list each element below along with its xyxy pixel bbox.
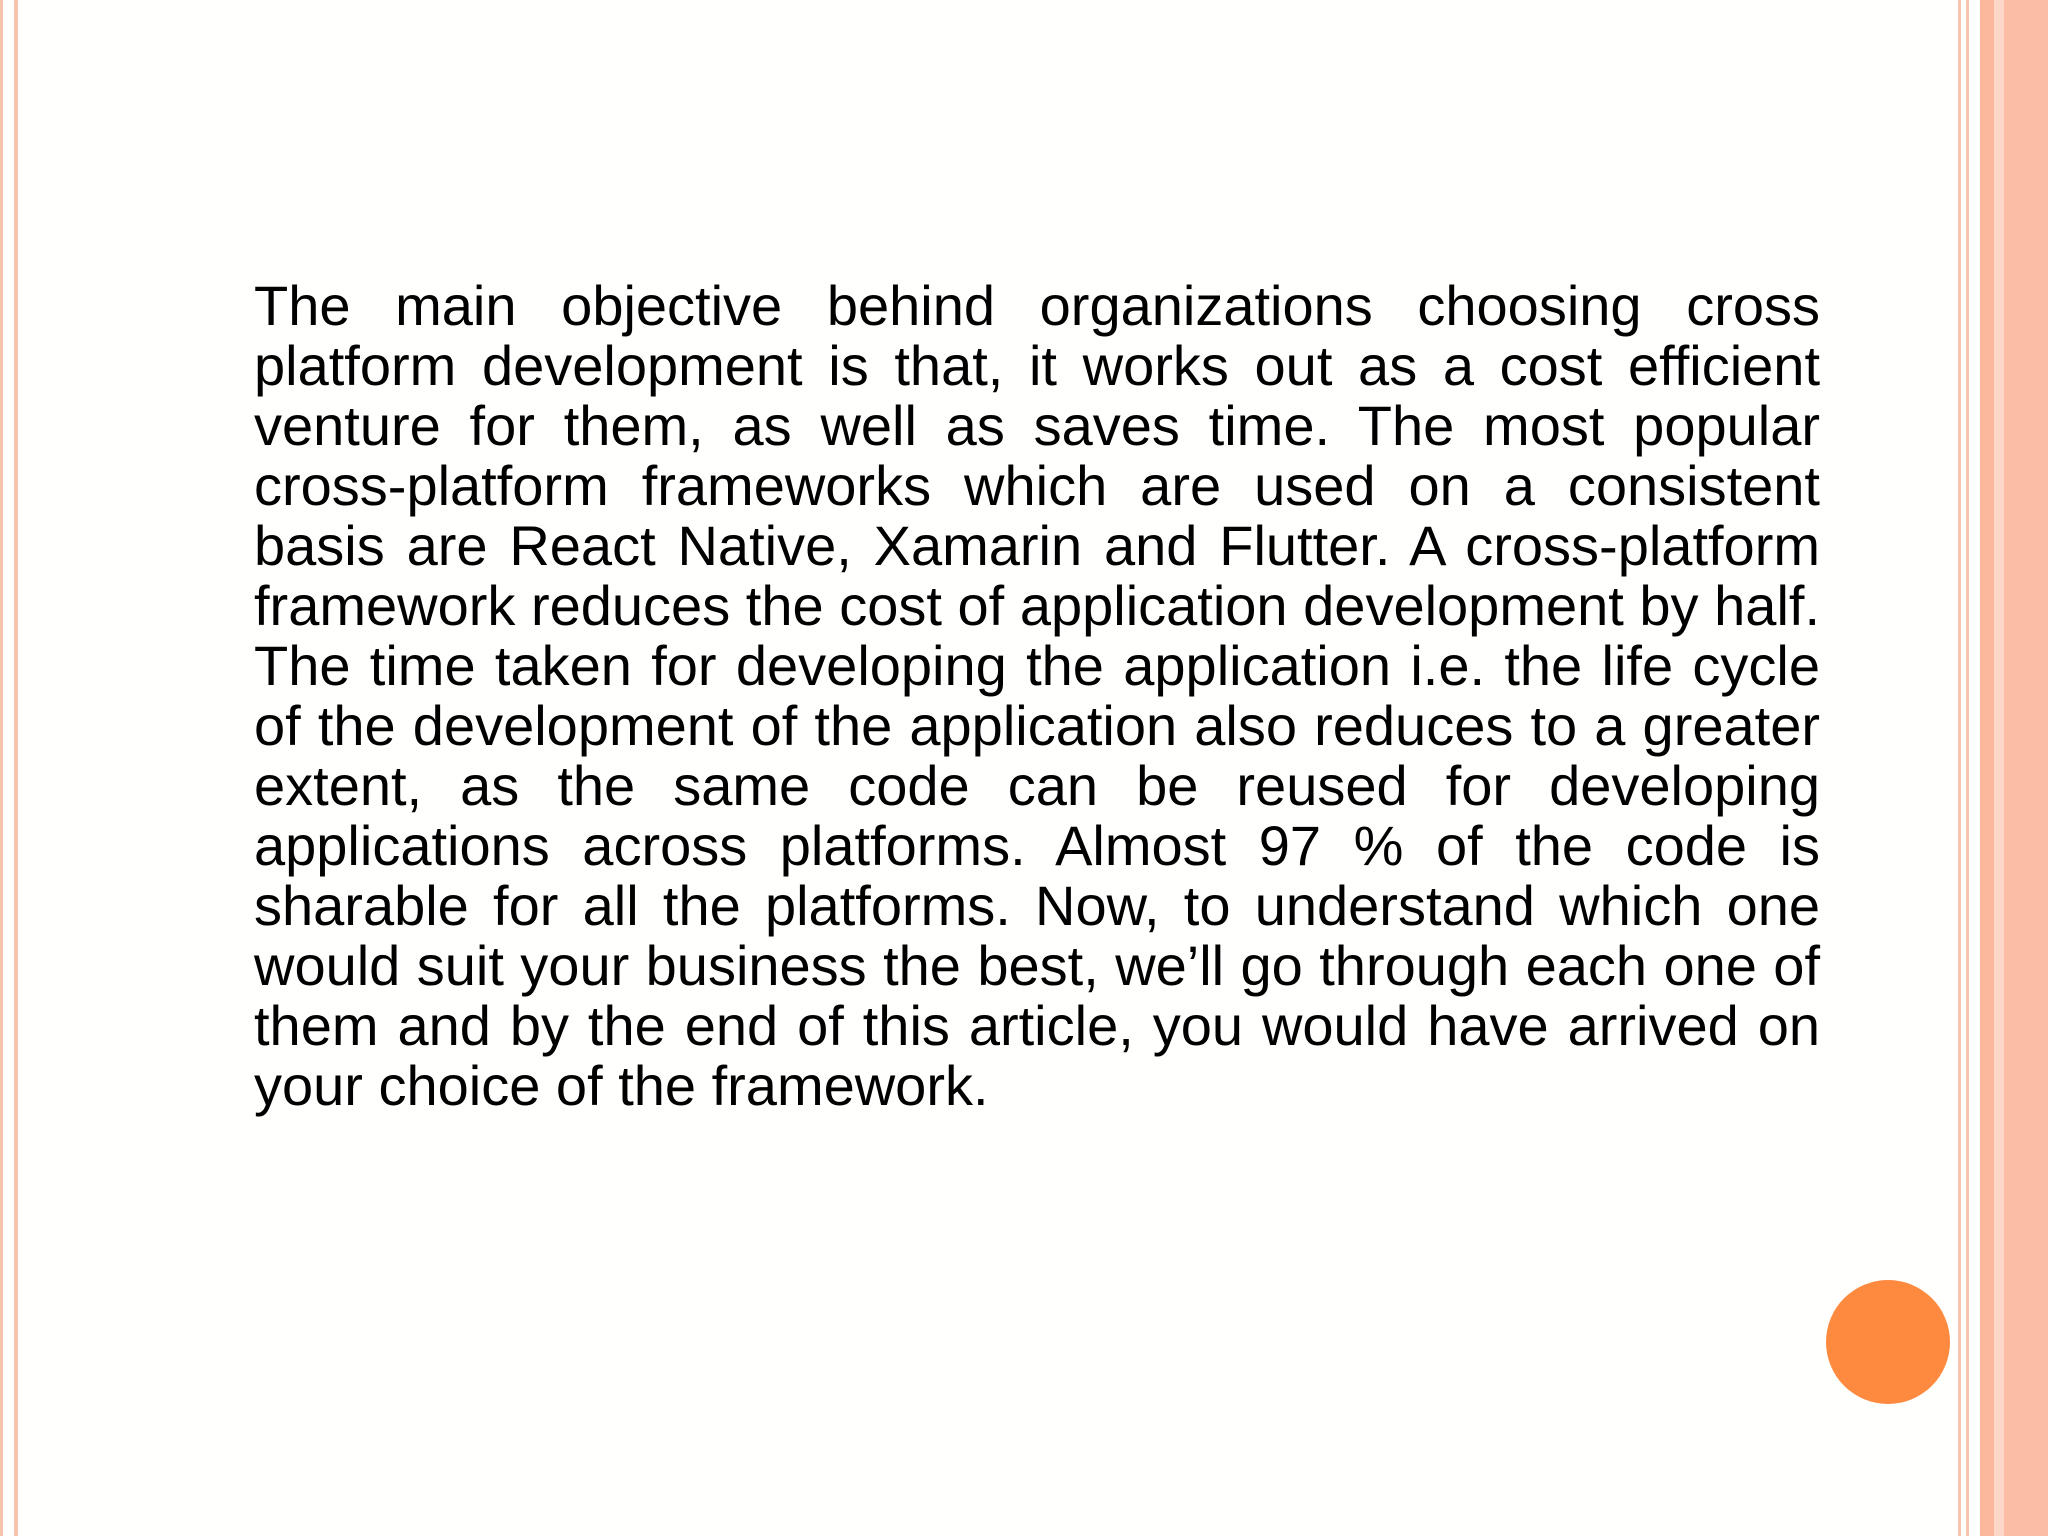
- left-border-line-inner: [14, 0, 18, 1536]
- right-border-band-3: [2004, 0, 2048, 1536]
- right-border-band-1: [1980, 0, 1994, 1536]
- left-border-line-outer: [0, 0, 3, 1536]
- right-border-line-1: [1958, 0, 1961, 1536]
- body-paragraph: The main objective behind organizations choosing cross platform development is that, it works out as a cost efficient venture for them, as well as saves time. The most popular cross-platform frameworks which are used on a consistent basis are React Native, Xamarin and Flutter. A cross-platform framework reduces the cost of application development by half. The time taken for developing the application i.e. the life cycle of the development of the application also reduces to a greater extent, as the same code can be reused for developing applications across platforms. Almost 97 % of the code is sharable for all the platforms. Now, to understand which one would suit your business the best, we’ll go through each one of them and by the end of this article, you would have arrived on your choice of the framework.: [254, 274, 1820, 1117]
- right-border-line-2: [1966, 0, 1969, 1536]
- right-border-band-2: [1994, 0, 2004, 1536]
- decorative-circle: [1826, 1280, 1950, 1404]
